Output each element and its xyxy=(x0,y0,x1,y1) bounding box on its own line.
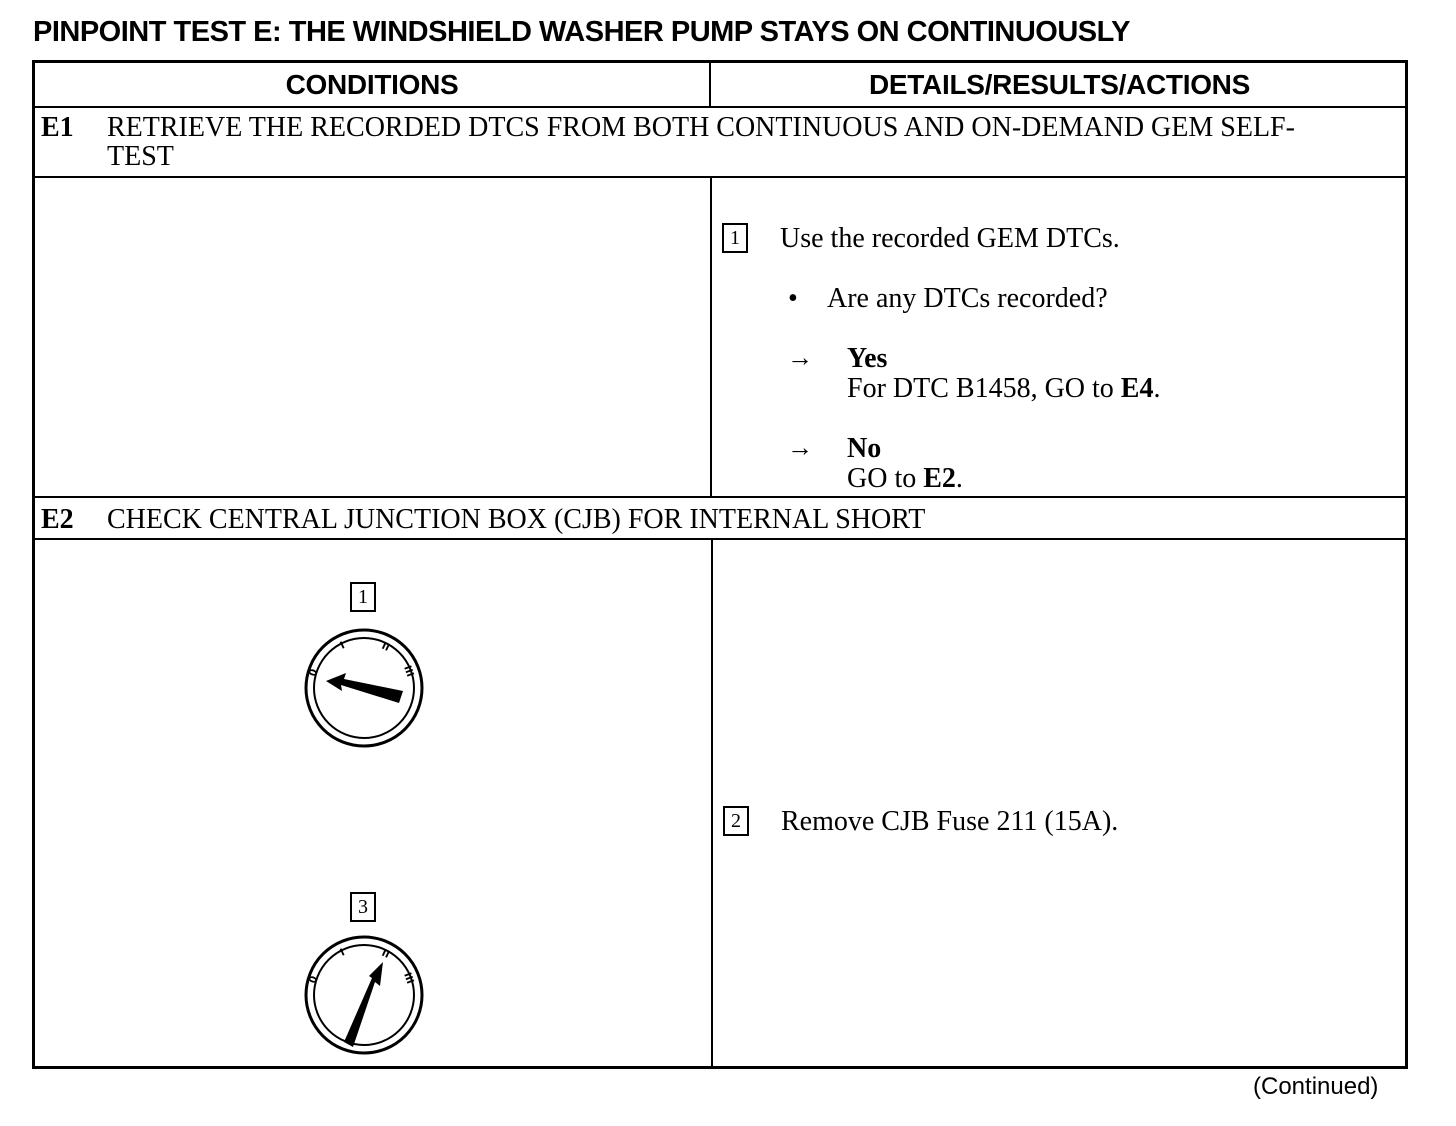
e2-title-divider xyxy=(35,538,1405,540)
dial-position-label: II xyxy=(379,947,392,961)
question-text: Are any DTCs recorded? xyxy=(827,283,1108,314)
dial-position-label: 0 xyxy=(307,974,321,986)
dial-position-label: I xyxy=(338,640,347,652)
no-target: E2 xyxy=(923,463,956,494)
e2-header-top-divider xyxy=(35,496,1405,498)
column-divider-e2 xyxy=(711,538,713,1069)
step-number-box: 2 xyxy=(723,806,749,836)
header-divider xyxy=(35,106,1405,108)
step-instruction: Remove CJB Fuse 211 (15A). xyxy=(781,806,1119,837)
dial-position-label: III xyxy=(401,664,416,679)
yes-action: For DTC B1458, GO to E4. xyxy=(847,373,1161,404)
column-divider-e1 xyxy=(710,176,712,496)
yes-target: E4 xyxy=(1120,373,1154,404)
dial-position-label: I xyxy=(338,947,347,959)
details-header: DETAILS/RESULTS/ACTIONS xyxy=(869,69,1250,100)
arrow-right-icon: → xyxy=(787,433,813,462)
ignition-switch-run-icon xyxy=(299,930,429,1060)
condition-number-box: 1 xyxy=(350,582,376,612)
no-label: No xyxy=(847,433,882,464)
step-e2-code: E2 xyxy=(41,504,74,535)
condition-number-box: 3 xyxy=(350,892,376,922)
pinpoint-table xyxy=(32,60,1408,1069)
e1-title-divider xyxy=(35,176,1405,178)
dial-position-label: III xyxy=(401,971,416,986)
yes-label: Yes xyxy=(847,343,888,374)
step-number-box: 1 xyxy=(722,223,748,253)
step-instruction: Use the recorded GEM DTCs. xyxy=(780,223,1120,254)
no-action: GO to E2. xyxy=(847,463,963,494)
step-e2-title: CHECK CENTRAL JUNCTION BOX (CJB) FOR INTERNAL SHORT xyxy=(107,504,926,535)
arrow-right-icon: → xyxy=(787,343,813,372)
ignition-switch-off-icon xyxy=(299,623,429,753)
bullet: • xyxy=(788,283,798,314)
step-e1-title: RETRIEVE THE RECORDED DTCS FROM BOTH CONTINUOUS AND ON-DEMAND GEM SELF-TEST xyxy=(107,112,1295,172)
continued-label: (Continued) xyxy=(1253,1073,1379,1100)
dial-position-label: II xyxy=(379,640,392,654)
dial-position-label: 0 xyxy=(307,667,321,679)
conditions-header: CONDITIONS xyxy=(285,69,459,100)
step-e1-code: E1 xyxy=(41,112,74,143)
page-title: PINPOINT TEST E: THE WINDSHIELD WASHER PUMP STAYS ON CONTINUOUSLY xyxy=(33,16,1130,48)
